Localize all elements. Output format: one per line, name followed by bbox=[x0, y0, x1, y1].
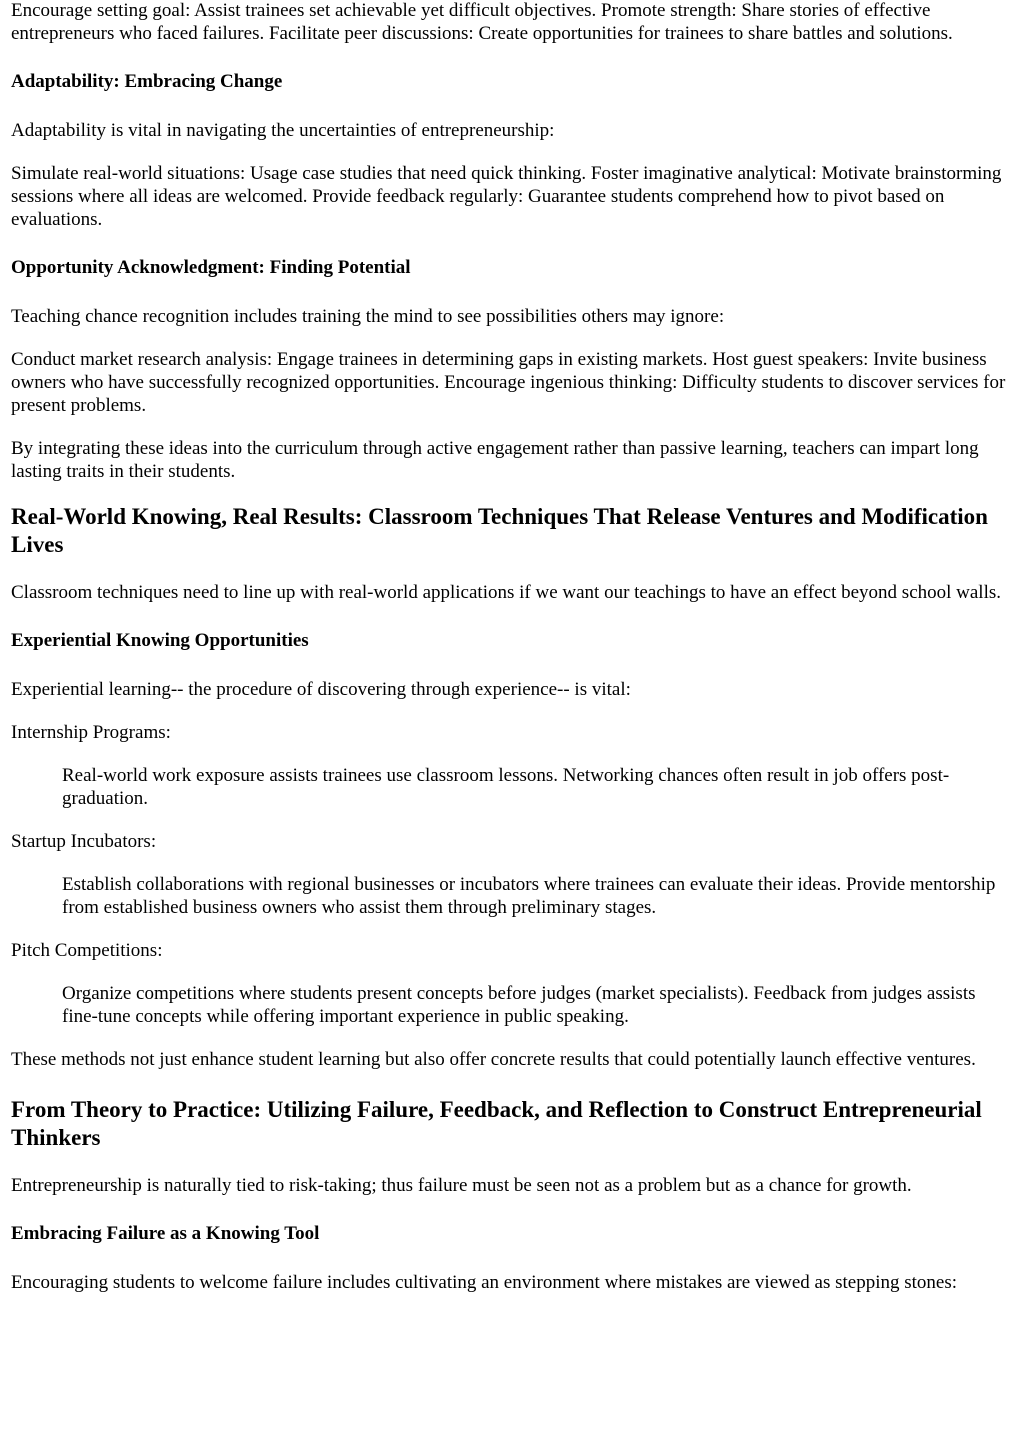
paragraph-adaptability-intro: Adaptability is vital in navigating the uncertainties of entrepreneurship: bbox=[11, 120, 555, 141]
paragraph-risk: Entrepreneurship is naturally tied to risk-taking; thus failure must be seen not as a problem but as a chance for growth. bbox=[11, 1175, 912, 1196]
heading-failure: Embracing Failure as a Knowing Tool bbox=[11, 1223, 320, 1244]
definition-list bbox=[11, 721, 1011, 1028]
paragraph-experiential: Experiential learning-- the procedure of discovering through experience-- is vital: bbox=[11, 679, 631, 700]
list-body-incubators: Establish collaborations with regional businesses or incubators where trainees can evaluate their ideas. Provide mentorship from established business owners who assist them through preliminary stages. bbox=[62, 874, 996, 918]
paragraph-classroom: Classroom techniques need to line up with real-world applications if we want our teachings to have an effect beyond school walls. bbox=[11, 582, 1002, 603]
paragraph-methods: These methods not just enhance student learning but also offer concrete results that could potentially launch effective ventures. bbox=[11, 1049, 976, 1070]
list-label-internship: Internship Programs: bbox=[11, 722, 171, 743]
paragraph-failure: Encouraging students to welcome failure includes cultivating an environment where mistakes are viewed as stepping stones: bbox=[11, 1272, 958, 1293]
paragraph-adaptability-detail: Simulate real-world situations: Usage case studies that need quick thinking. Foster imaginative analytical: Motivate brainstorming sessions where all ideas are welcomed. Provide feedback regularly: Guarantee students comprehend how to pivot based on evaluations. bbox=[11, 163, 1002, 230]
list-body-internship: Real-world work exposure assists trainees use classroom lessons. Networking chances often result in job offers post-graduation. bbox=[62, 765, 950, 809]
paragraph-integration: By integrating these ideas into the curriculum through active engagement rather than passive learning, teachers can impart long lasting traits in their students. bbox=[11, 438, 979, 482]
heading-opportunity: Opportunity Acknowledgment: Finding Potential bbox=[11, 257, 411, 278]
article-body bbox=[11, 0, 1011, 1314]
paragraph-opportunity-detail: Conduct market research analysis: Engage trainees in determining gaps in existing markets. Host guest speakers: Invite business owners who have successfully recognized opportunities. Encourage ingenious thinking: Difficulty students to discover services for present problems. bbox=[11, 349, 1006, 416]
list-body-pitch: Organize competitions where students present concepts before judges (market specialists). Feedback from judges assists fine-tune concepts while offering important experience in public speaking. bbox=[62, 983, 976, 1027]
heading-adaptability: Adaptability: Embracing Change bbox=[11, 71, 283, 92]
paragraph-opportunity-intro: Teaching chance recognition includes training the mind to see possibilities others may ignore: bbox=[11, 306, 725, 327]
list-label-incubators: Startup Incubators: bbox=[11, 831, 157, 852]
intro-paragraph: Encourage setting goal: Assist trainees set achievable yet difficult objectives. Promote strength: Share stories of effective entrepreneurs who faced failures. Facilitate peer discussions: Create opportunities for trainees to share battles and solutions. bbox=[11, 0, 953, 44]
heading-real-world: Real-World Knowing, Real Results: Classroom Techniques That Release Ventures and Modification Lives bbox=[11, 504, 988, 557]
list-label-pitch: Pitch Competitions: bbox=[11, 940, 163, 961]
heading-experiential: Experiential Knowing Opportunities bbox=[11, 630, 309, 651]
heading-theory-to-practice: From Theory to Practice: Utilizing Failure, Feedback, and Reflection to Construct Entrepreneurial Thinkers bbox=[11, 1097, 982, 1150]
